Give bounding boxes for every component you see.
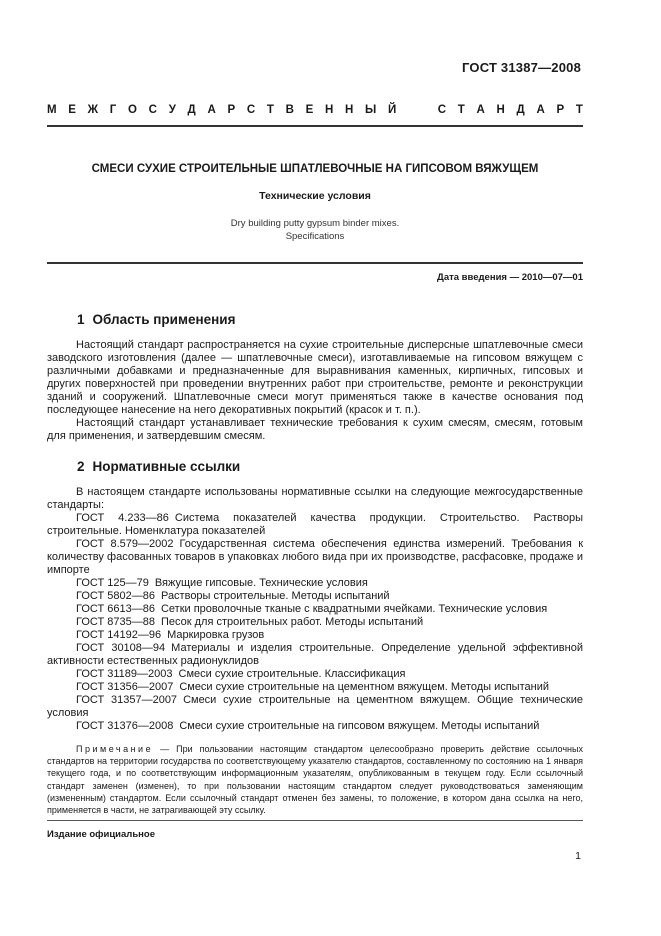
heading-letter — [408, 104, 411, 116]
heading-letter: Й — [387, 104, 397, 116]
note-text: — При пользовании настоящим стандартом целесообразно проверить действие ссылочных стандартов на территории государства по соответствующему указателю стандартов, составленному по состоянию на 1 января текущего года, и по соответствующим информационным указателям, опубликованным в текущем году. Если ссылочный стандарт заменен (изменен), то при пользовании настоящим стандартом следует руководствоваться заменяющим (измененным) стандартом. Если ссылочный стандарт отменен без замены, то положение, в котором дана ссылка на него, применяется в части, не затрагивающей эту ссылку. — [47, 744, 583, 816]
heading-letter: Т — [457, 104, 465, 116]
official-edition: Издание официальное — [47, 829, 155, 840]
standard-code: ГОСТ 31387—2008 — [462, 60, 581, 75]
reference-code: ГОСТ 31356—2007 — [76, 681, 174, 693]
heading-letter: Т — [575, 104, 583, 116]
section-number: 2 — [77, 459, 85, 474]
heading-letter: Р — [227, 104, 236, 116]
heading-letter: Ы — [365, 104, 377, 116]
reference-code: ГОСТ 6613—86 — [76, 603, 155, 615]
introduction-date: Дата введения — 2010—07—01 — [437, 272, 583, 283]
heading-letter: О — [128, 104, 137, 116]
reference-title: Песок для строительных работ. Методы испытаний — [160, 616, 424, 628]
reference-entry — [47, 668, 583, 681]
reference-entry — [47, 681, 583, 694]
reference-title: Система показателей качества продукции. Строительство. Растворы строительные. Номенклатура показателей — [47, 512, 583, 537]
reference-code: ГОСТ 14192—96 — [76, 629, 162, 641]
heading-letter: Н — [496, 104, 505, 116]
english-title — [47, 217, 583, 243]
references-intro: В настоящем стандарте использованы нормативные ссылки на следующие межгосударственные стандарты: — [47, 486, 583, 511]
reference-code: ГОСТ 8.579—2002 — [76, 538, 174, 550]
reference-title: Маркировка грузов — [167, 629, 265, 641]
english-title-line: Specifications — [285, 231, 345, 242]
reference-title: Растворы строительные. Методы испытаний — [160, 590, 390, 602]
heading-letter: С — [437, 104, 447, 116]
reference-entry — [47, 577, 583, 590]
reference-entry — [47, 642, 583, 668]
reference-entry — [47, 720, 583, 733]
reference-code: ГОСТ 31357—2007 — [76, 694, 178, 706]
heading-letter: Т — [266, 104, 274, 116]
reference-title: Смеси сухие строительные на гипсовом вяжущем. Методы испытаний — [179, 720, 540, 732]
heading-letter: А — [476, 104, 485, 116]
heading-letter: С — [148, 104, 157, 116]
section-title: Нормативные ссылки — [92, 459, 241, 474]
normative-references — [47, 486, 583, 733]
note — [47, 743, 583, 816]
section-1-heading — [77, 312, 235, 327]
reference-title: Материалы и изделия строительные. Определение удельной эффективной активности естественных радионуклидов — [47, 642, 583, 667]
title-rule — [47, 262, 583, 264]
heading-letter: Е — [68, 104, 76, 116]
heading-letter: Н — [345, 104, 354, 116]
section-1-body — [47, 339, 583, 443]
reference-code: ГОСТ 5802—86 — [76, 590, 155, 602]
reference-code: ГОСТ 31376—2008 — [76, 720, 174, 732]
heading-letter: Д — [187, 104, 196, 116]
heading-letter: Г — [109, 104, 117, 116]
heading-letter: М — [47, 104, 57, 116]
reference-code: ГОСТ 4.233—86 — [76, 512, 169, 524]
header-rule — [47, 125, 583, 127]
reference-title: Смеси сухие строительные на цементном вяжущем. Общие технические условия — [47, 694, 584, 719]
interstate-standard-heading — [47, 104, 583, 116]
document-title: СМЕСИ СУХИЕ СТРОИТЕЛЬНЫЕ ШПАТЛЕВОЧНЫЕ НА ГИПСОВОМ ВЯЖУЩЕМ — [91, 163, 539, 175]
reference-code: ГОСТ 30108—94 — [76, 642, 166, 654]
page-number: 1 — [575, 850, 581, 862]
heading-letter: В — [285, 104, 294, 116]
heading-letter: С — [246, 104, 256, 116]
reference-entry — [47, 603, 583, 616]
heading-letter: Е — [305, 104, 314, 116]
heading-letter: Ж — [87, 104, 99, 116]
document-subtitle: Технические условия — [259, 190, 371, 202]
heading-letter: Р — [556, 104, 565, 116]
section-2-heading — [77, 459, 240, 474]
reference-entry — [47, 512, 583, 538]
heading-letter — [423, 104, 426, 116]
reference-code: ГОСТ 31189—2003 — [76, 668, 173, 680]
reference-title: Смеси сухие строительные на цементном вяжущем. Методы испытаний — [179, 681, 549, 693]
note-label: Примечание — [76, 744, 154, 754]
reference-title: Сетки проволочные тканые с квадратными ячейками. Технические условия — [160, 603, 548, 615]
english-title-line: Dry building putty gypsum binder mixes. — [230, 218, 400, 229]
heading-letter: А — [536, 104, 545, 116]
section-title: Область применения — [92, 312, 236, 327]
reference-title: Вяжущие гипсовые. Технические условия — [154, 577, 368, 589]
reference-code: ГОСТ 125—79 — [76, 577, 149, 589]
reference-title: Государственная система обеспечения единства измерений. Требования к количеству фасованных товаров в упаковках любого вида при их производстве, расфасовке, продаже и импорте — [47, 538, 584, 576]
heading-letter: У — [168, 104, 176, 116]
reference-title: Смеси сухие строительные. Классификация — [178, 668, 406, 680]
reference-entry — [47, 694, 583, 720]
heading-letter: Д — [516, 104, 525, 116]
footer-rule — [47, 820, 583, 821]
reference-code: ГОСТ 8735—88 — [76, 616, 155, 628]
reference-entry — [47, 590, 583, 603]
reference-list — [47, 512, 583, 733]
reference-entry — [47, 538, 583, 577]
section-number: 1 — [77, 312, 85, 327]
paragraph: Настоящий стандарт устанавливает технические требования к сухим смесям, смесям, готовым для применения, и затвердевшим смесям. — [47, 417, 583, 442]
reference-entry — [47, 629, 583, 642]
paragraph: Настоящий стандарт распространяется на сухие строительные дисперсные шпатлевочные смеси заводского изготовления (далее — шпатлевочные смеси), изготавливаемые на гипсовом вяжущем с различными добавками и предназначенные для выравнивания каменных, кирпичных, гипсовых и других поверхностей при проведении внутренних работ при строительстве, ремонте и реконструкции зданий и сооружений. Шпатлевочные смеси могут применяться также в качестве основания под последующее нанесение на него декоративных покрытий (красок и т. п.). — [47, 339, 583, 416]
heading-letter: Н — [324, 104, 334, 116]
reference-entry — [47, 616, 583, 629]
heading-letter: А — [207, 104, 216, 116]
